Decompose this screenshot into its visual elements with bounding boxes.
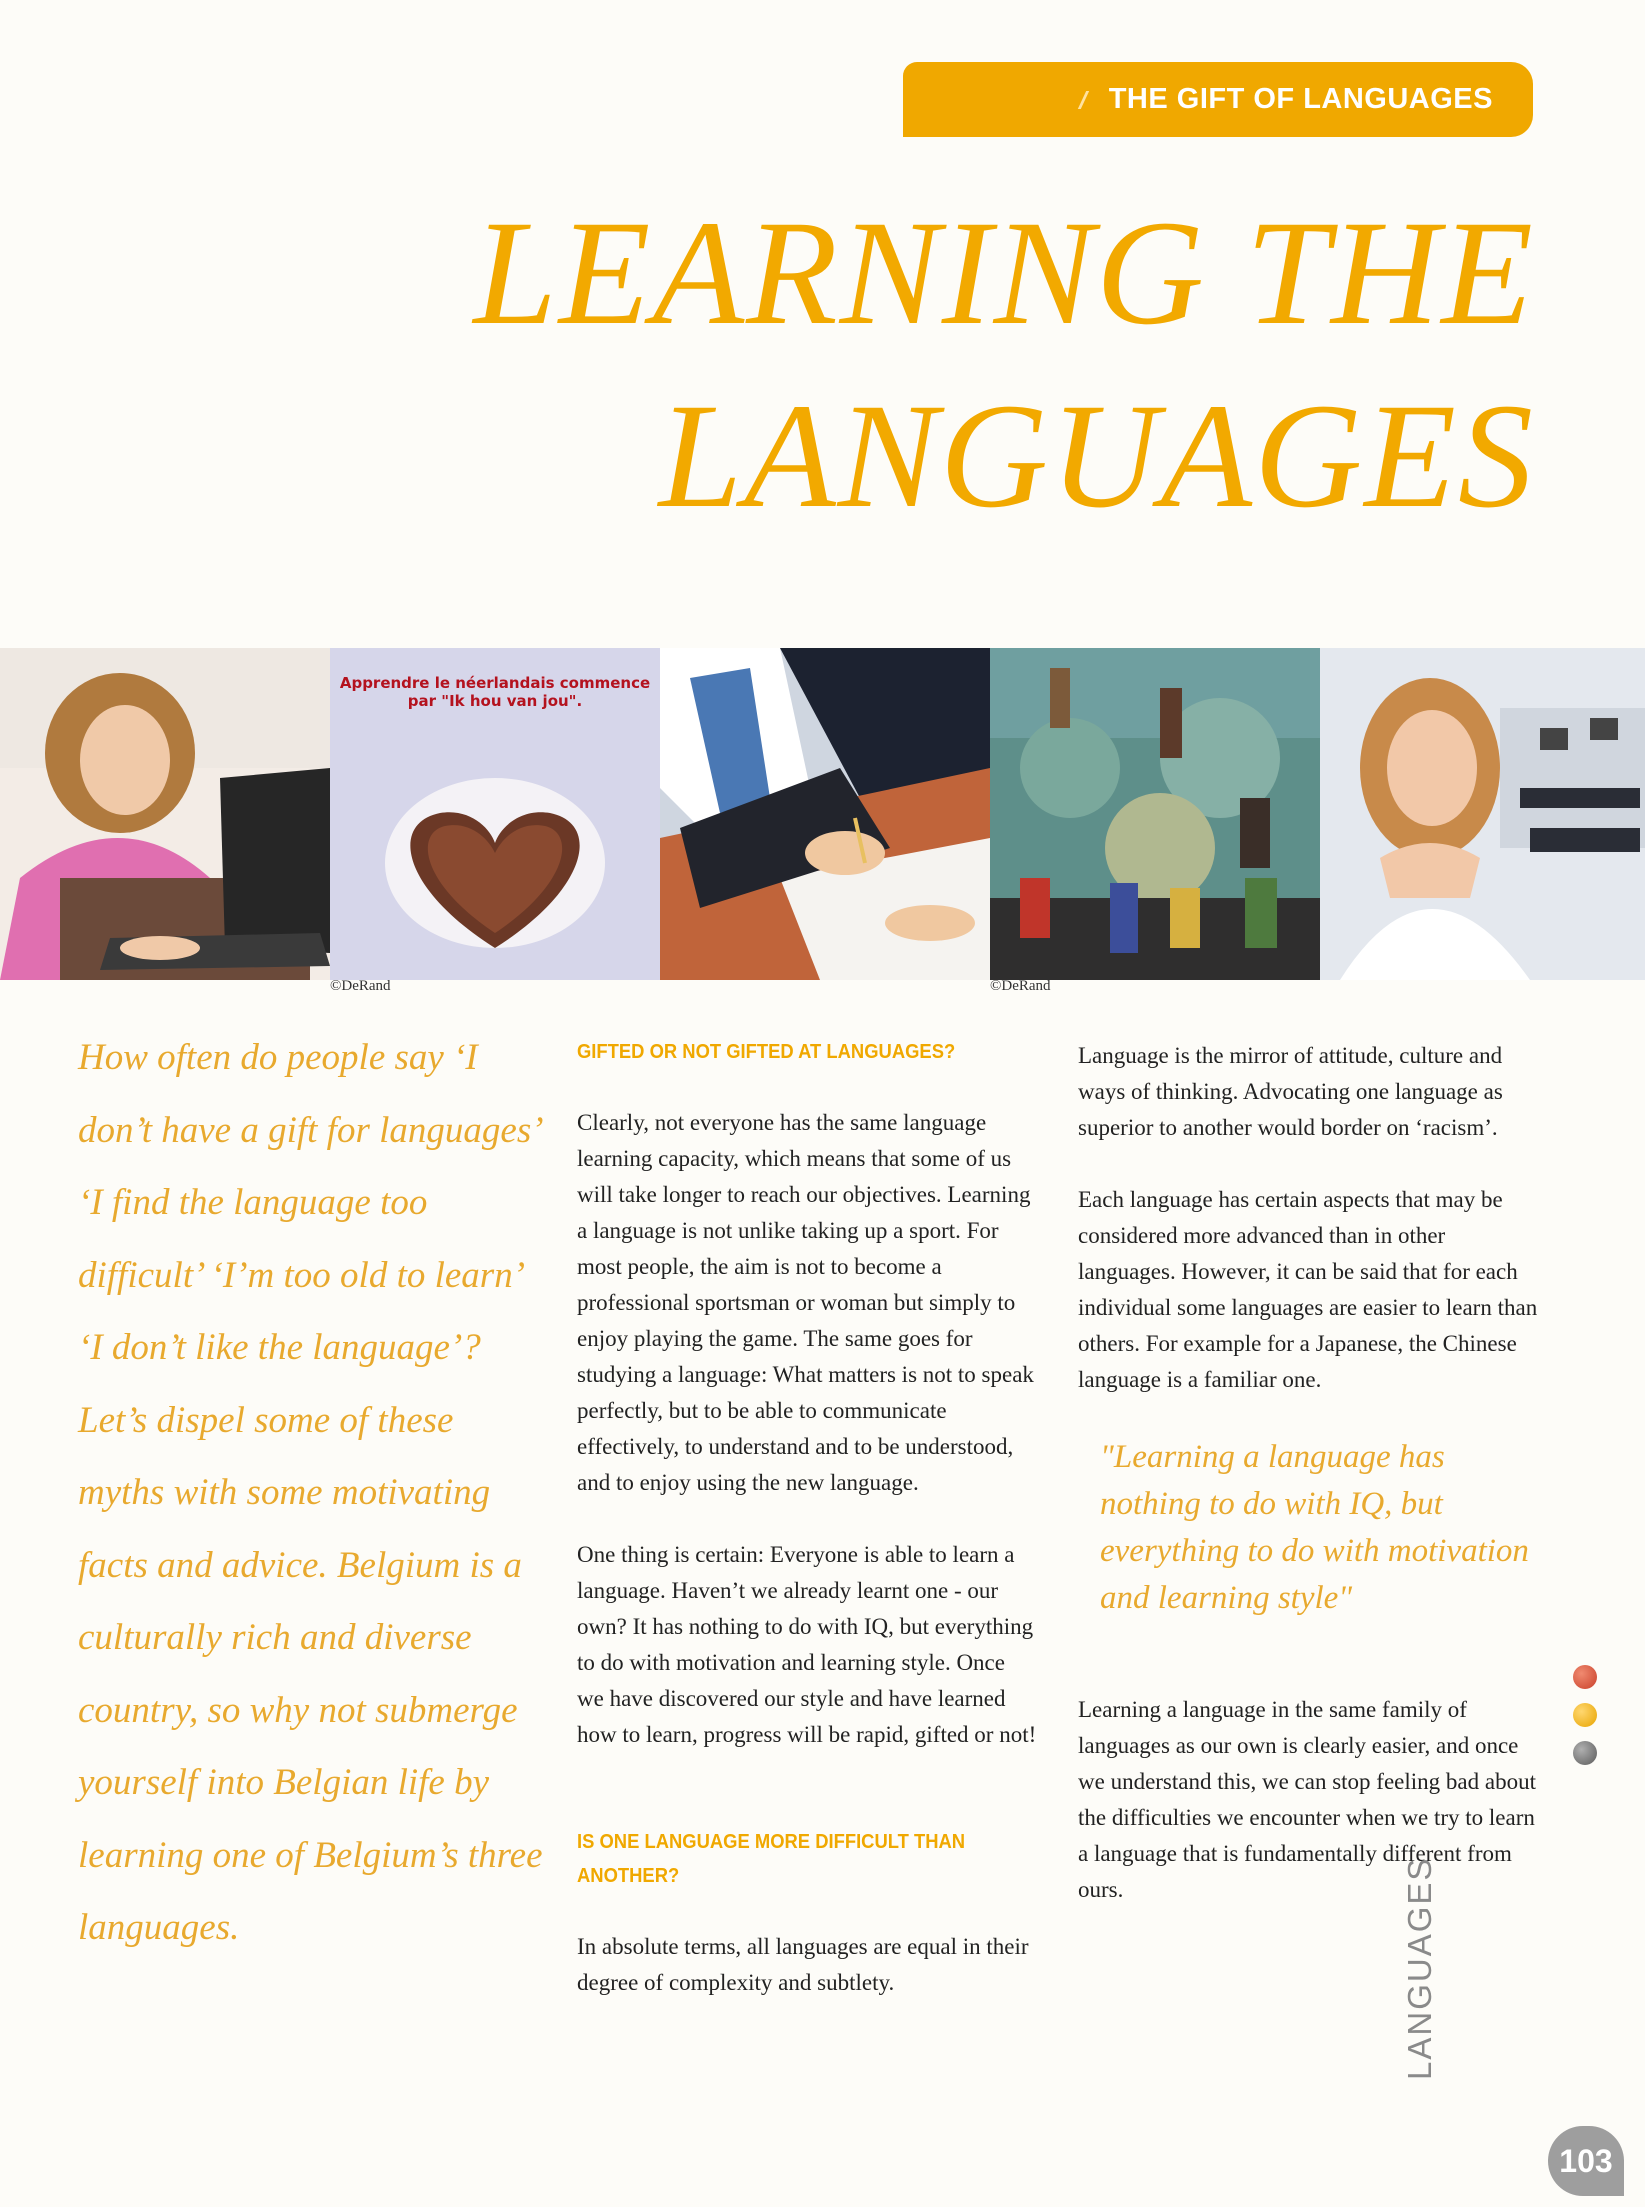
- tab-tick: [1078, 91, 1089, 109]
- page-title: [473, 182, 1535, 548]
- woman-laptop-image: [0, 648, 330, 980]
- photo-woman-laptop: [0, 648, 330, 980]
- page-number: 103: [1548, 2126, 1624, 2196]
- title-line-1: LEARNING THE: [473, 190, 1535, 356]
- paragraph-everyone: One thing is certain: Everyone is able to learn a language. Haven’t we already learnt one - our own? It has nothing to do with IQ, but everything to do with motivation and learning style. Once we have discovered our style and have learned how to learn, progress will be rapid, gifted or not!: [577, 1542, 1037, 1747]
- smiling-woman-image: [1320, 648, 1645, 980]
- column-middle: [577, 1035, 1037, 2037]
- photo-meeting-hands: [660, 648, 990, 980]
- paragraph-mirror: Language is the mirror of attitude, culture and ways of thinking. Advocating one language as superior to another would border on ‘racism’.: [1078, 1043, 1503, 1140]
- paragraph-capacity: Clearly, not everyone has the same language learning capacity, which means that some of us will take longer to reach our objectives. Learning a language is not unlike taking up a sport. For most people, the aim is not to become a professional sportsman or woman but simply to enjoy playing the game. The same goes for studying a language: What matters is not to speak perfectly, but to be able to communicate effectively, to understand and to be understood, and to enjoy using the new language.: [577, 1110, 1034, 1495]
- title-line-2: LANGUAGES: [658, 373, 1535, 539]
- paragraph-family: Learning a language in the same family of languages as our own is clearly easier, and once we understand this, we can stop feeling bad about the difficulties we encounter when we try to learn a language that is fundamentally different from ours.: [1078, 1697, 1536, 1902]
- photo-credit-2: ©DeRand: [990, 978, 1051, 994]
- dot-gray: [1573, 1741, 1597, 1765]
- photo-strip: [0, 648, 1645, 980]
- intro-text: [78, 1022, 548, 1965]
- paragraph-aspects: Each language has certain aspects that may be considered more advanced than in other languages. However, it can be said that for each individual some languages are easier to learn than others. For example for a Japanese, the Chinese language is a familiar one.: [1078, 1187, 1538, 1392]
- intro-paragraph: How often do people say ‘I don’t have a gift for languages’ ‘I find the language too difficult’ ‘I’m too old to learn’ ‘I don’t like the language’? Let’s dispel some of these myths with some motivating facts and advice. Belgium is a culturally rich and diverse country, so why not submerge yourself into Belgian life by learning one of Belgium’s three languages.: [78, 1037, 543, 1948]
- pull-quote: "Learning a language has nothing to do with IQ, but everything to do with motivation and learning style": [1100, 1439, 1529, 1616]
- photo-smiling-woman: [1320, 648, 1645, 980]
- meeting-hands-image: [660, 648, 990, 980]
- paragraph-absolute: In absolute terms, all languages are equal in their degree of complexity and subtlety.: [577, 1934, 1029, 1995]
- dot-orange: [1573, 1703, 1597, 1727]
- column-right: [1078, 1038, 1538, 1944]
- section-tab: [903, 62, 1533, 137]
- photo-chocolate-heart: [330, 648, 660, 980]
- section-label: THE GIFT OF LANGUAGES: [1108, 83, 1493, 115]
- side-label: LANGUAGES: [1401, 1856, 1438, 2080]
- decorative-dots: [1573, 1665, 1603, 1779]
- photo-museum-mural: [990, 648, 1320, 980]
- museum-mural-image: [990, 648, 1320, 980]
- heading-gifted: GIFTED OR NOT GIFTED AT LANGUAGES?: [577, 1041, 956, 1063]
- dot-red: [1573, 1665, 1597, 1689]
- photo-credit-1: ©DeRand: [330, 978, 391, 994]
- heading-difficulty: IS ONE LANGUAGE MORE DIFFICULT THAN ANOTHER?: [577, 1831, 966, 1887]
- chocolate-caption: Apprendre le néerlandais commence par "Ik hou van jou".: [339, 674, 651, 710]
